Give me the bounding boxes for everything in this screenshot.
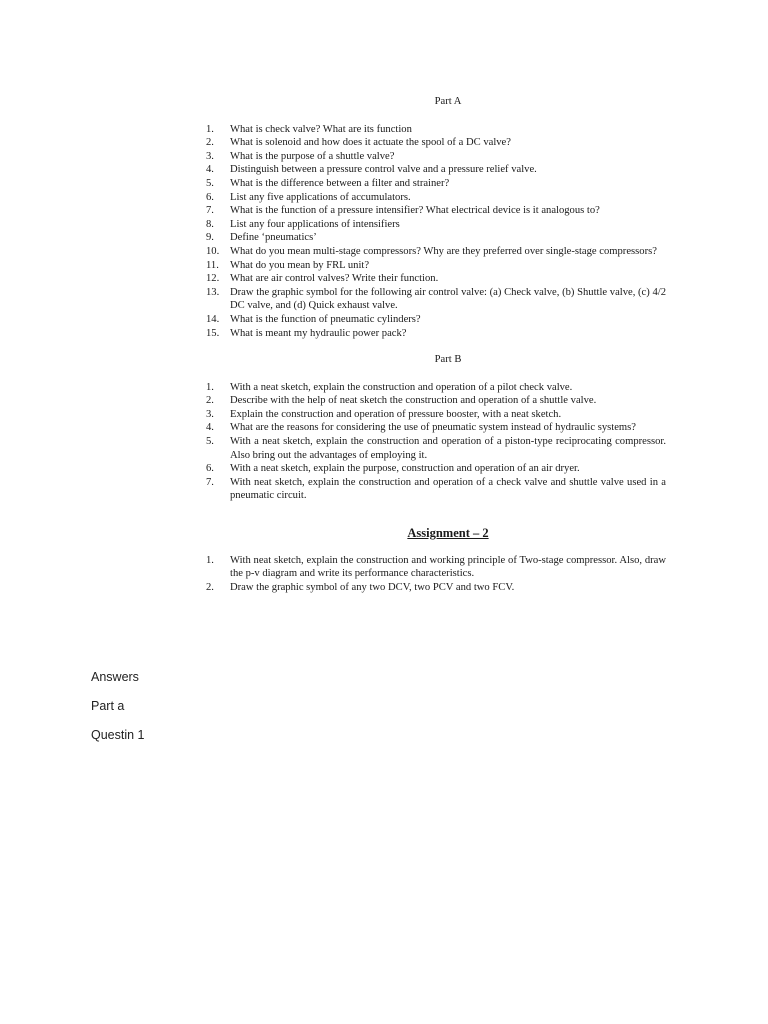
question-number: 3. (206, 150, 214, 162)
answers-heading: Answers (91, 670, 139, 684)
question-text: With neat sketch, explain the construction and operation of a check valve and shuttle valve used in a pneumatic circuit. (230, 476, 666, 502)
question-item (206, 218, 666, 232)
question-number: 14. (206, 313, 220, 325)
question-text: With neat sketch, explain the construction and working principle of Two-stage compressor. Also, draw the p-v diagram and write its performance characteristics. (230, 554, 666, 580)
part-b-question-list (206, 381, 666, 503)
question-text: What are the reasons for considering the use of pneumatic system instead of hydraulic systems? (230, 422, 636, 434)
question-text: What is the function of a pressure intensifier? What electrical device is it analogous to? (230, 205, 600, 217)
question-number: 6. (206, 191, 214, 203)
question-number: 2. (206, 137, 214, 149)
question-item (206, 191, 666, 205)
question-text: What do you mean multi-stage compressors? Why are they preferred over single-stage compressors? (230, 245, 657, 257)
question-item (206, 476, 666, 503)
question-text: List any four applications of intensifiers (230, 218, 400, 230)
question-text: What is the difference between a filter and strainer? (230, 177, 450, 189)
question-text: With a neat sketch, explain the purpose, construction and operation of an air dryer. (230, 463, 580, 475)
question-text: What is the function of pneumatic cylinders? (230, 313, 421, 325)
question-text: With a neat sketch, explain the construction and operation of a piston-type reciprocating compressor. Also bring out the advantages of employing it. (230, 436, 666, 461)
question-text: Draw the graphic symbol of any two DCV, two PCV and two FCV. (230, 581, 515, 593)
answers-part-label: Part a (91, 699, 125, 713)
question-item (206, 394, 666, 408)
question-item (206, 272, 666, 286)
question-number: 13. (206, 286, 220, 298)
question-number: 1. (206, 381, 214, 393)
question-number: 6. (206, 463, 214, 475)
question-text: Draw the graphic symbol for the following air control valve: (a) Check valve, (b) Shuttle valve, (c) 4/2 DC valve, and (d) Quick exhaust valve. (230, 286, 666, 312)
question-number: 2. (206, 395, 214, 407)
question-text: Describe with the help of neat sketch the construction and operation of a shuttle valve. (230, 395, 597, 407)
question-item (206, 408, 666, 422)
question-number: 5. (206, 436, 214, 448)
question-item (206, 313, 666, 327)
question-item (206, 136, 666, 150)
question-item (206, 462, 666, 476)
question-text: With a neat sketch, explain the construction and operation of a pilot check valve. (230, 381, 573, 393)
question-item (206, 177, 666, 191)
question-text: Distinguish between a pressure control valve and a pressure relief valve. (230, 164, 537, 176)
question-item (206, 231, 666, 245)
question-item (206, 421, 666, 435)
question-text: What are air control valves? Write their function. (230, 273, 439, 285)
question-item (206, 554, 666, 581)
question-number: 4. (206, 422, 214, 434)
question-item (206, 435, 666, 462)
answers-section (91, 668, 145, 755)
question-number: 8. (206, 218, 214, 230)
question-text: What is solenoid and how does it actuate the spool of a DC valve? (230, 137, 511, 149)
question-text: Define ‘pneumatics’ (230, 232, 317, 244)
assignment-title: Assignment – 2 (407, 526, 489, 541)
question-item (206, 286, 666, 313)
question-number: 12. (206, 273, 220, 285)
question-text: What do you mean by FRL unit? (230, 259, 370, 271)
question-number: 9. (206, 232, 214, 244)
question-number: 5. (206, 177, 214, 189)
question-number: 15. (206, 327, 220, 339)
question-number: 4. (206, 164, 214, 176)
question-number: 2. (206, 581, 214, 593)
question-item (206, 163, 666, 177)
answers-question-label: Questin 1 (91, 728, 145, 742)
question-text: What is the purpose of a shuttle valve? (230, 150, 395, 162)
question-text: What is meant my hydraulic power pack? (230, 327, 407, 339)
question-sheet-image (206, 90, 666, 594)
question-number: 1. (206, 554, 214, 566)
question-item (206, 327, 666, 341)
question-item (206, 381, 666, 395)
part-a-title: Part A (434, 96, 462, 107)
question-item (206, 204, 666, 218)
question-text: What is check valve? What are its function (230, 123, 412, 135)
question-item (206, 259, 666, 273)
question-number: 1. (206, 123, 214, 135)
question-item (206, 150, 666, 164)
question-number: 3. (206, 408, 214, 420)
question-text: List any five applications of accumulators. (230, 191, 411, 203)
question-text: Explain the construction and operation of pressure booster, with a neat sketch. (230, 408, 562, 420)
assignment-question-list (206, 554, 666, 595)
question-item (206, 581, 666, 595)
question-item (206, 123, 666, 137)
part-a-question-list (206, 123, 666, 341)
question-number: 10. (206, 245, 220, 257)
question-number: 7. (206, 205, 214, 217)
part-b-title: Part B (434, 354, 462, 366)
question-number: 7. (206, 476, 214, 488)
question-number: 11. (206, 259, 219, 271)
question-item (206, 245, 666, 259)
